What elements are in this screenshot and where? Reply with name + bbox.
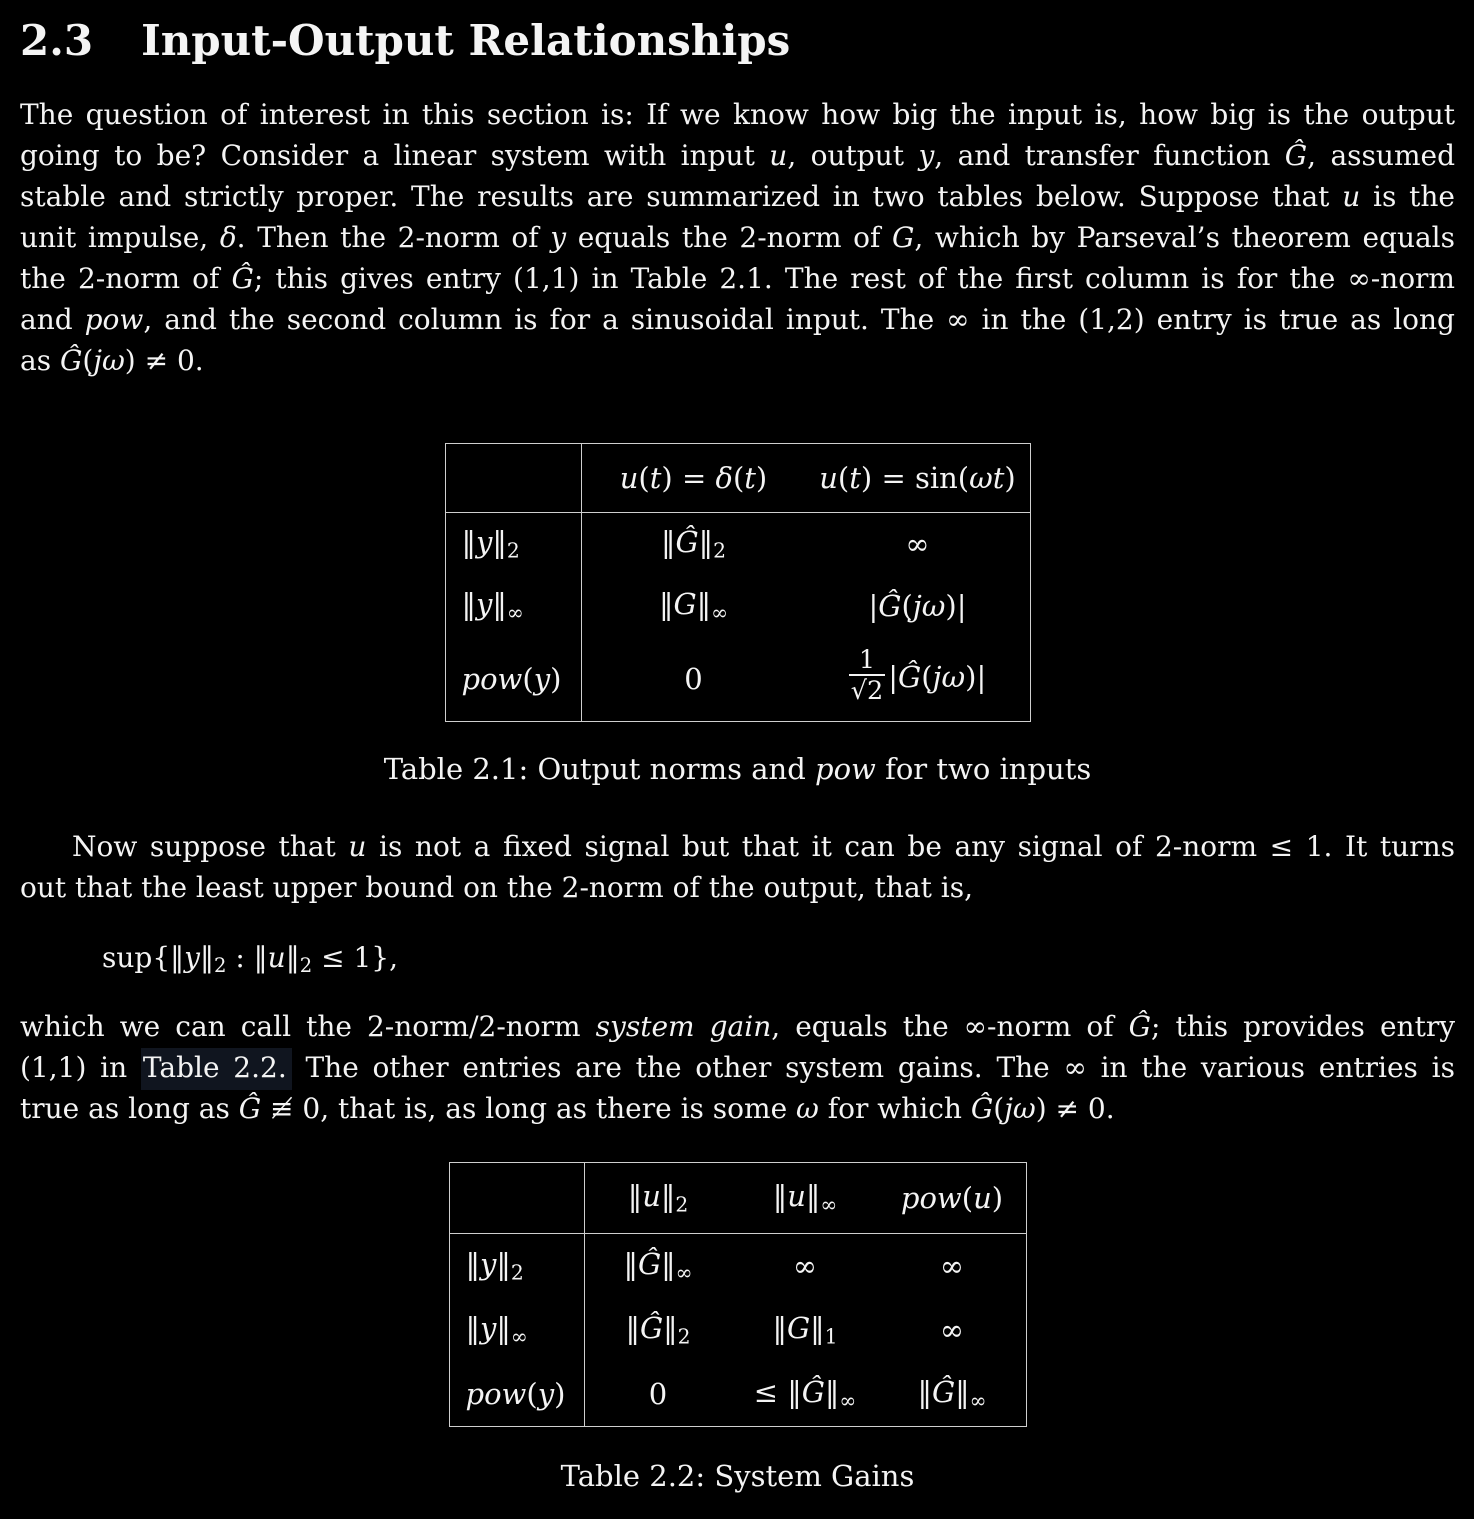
text-run: G [892,221,915,254]
text-run: y [918,139,935,172]
table-cell [806,637,1031,722]
text-run: δ [715,461,733,495]
row-label [449,1234,584,1299]
text-run: G [673,587,697,622]
text-run: ‖ [496,1247,511,1282]
text-run: Ĝ [637,1247,662,1282]
text-run: (1,1) in [20,1051,141,1084]
text-run: u [1342,180,1361,213]
table-cell [732,1298,879,1362]
text-run: ‖ [810,1311,825,1346]
text-run: ‖ [772,1311,787,1346]
table-cell [806,575,1031,637]
table-row [445,637,1030,722]
table-cell [732,1362,879,1427]
text-run: and [20,303,85,336]
text-run: ‖ [623,1247,638,1282]
text-run: ‖ [625,1311,640,1346]
section-heading [20,14,1455,68]
text-line [20,340,1455,381]
table-row [449,1234,1026,1299]
text-run: ‖ [698,525,714,560]
text-run: u [267,941,286,974]
paragraph-intro [20,94,1455,381]
table-cell [879,1362,1027,1427]
text-line [20,135,1455,176]
text-run: Ĝ [675,525,699,560]
paragraph-system-gain [20,1006,1455,1129]
text-run: ∞ [675,1260,693,1285]
table-header-row [449,1163,1026,1234]
text-run: y [537,1377,555,1411]
text-run: ) [550,662,562,696]
text-run: ∞ [711,600,729,625]
text-run: ‖ [461,525,476,560]
column-header-sinusoid [806,444,1031,513]
text-run: 2 [677,1324,691,1349]
text-run: ) ≠ 0. [124,344,204,377]
text-run: Ĝ [231,262,254,295]
text-run: , and the second column is for a sinusoidal input. The ∞ in the (1,2) entry is true as long [143,303,1455,336]
text-run: for which [818,1092,971,1125]
text-run: | [868,589,879,623]
text-run: stable and strictly proper. The results are summarized in two tables below. Suppose that [20,180,1343,213]
text-run: u [348,830,367,863]
text-run: jω [932,660,966,694]
fraction-numerator: 1 [858,644,876,675]
text-run: jω [912,589,946,623]
text-run: ∞ [792,1249,818,1283]
column-header-u2 [584,1163,732,1234]
table-row [449,1362,1026,1427]
text-run: ω [796,1092,819,1125]
text-run: 2 [213,954,227,978]
fraction-one-over-sqrt2 [849,644,886,706]
text-run: which we can call the 2-norm/2-norm [20,1010,596,1043]
text-run: )| [965,660,987,694]
text-run: ‖ [253,941,268,974]
text-run: ( [837,461,850,495]
radical-sign: √ [850,676,867,706]
table-cell [806,513,1031,576]
text-run: y [550,221,567,254]
text-run: ‖ [496,1311,511,1346]
text-run: pow [900,1181,962,1215]
text-run: equals the 2-norm of [566,221,893,254]
table-row [449,1298,1026,1362]
text-run: ‖ [465,1247,480,1282]
text-run: ≢ 0, that is, as long as there is some [261,1092,797,1125]
row-label [449,1362,584,1427]
system-gains-table [449,1162,1027,1427]
text-run: u [787,1179,806,1214]
text-run: 2 [675,1192,689,1217]
text-run: ‖ [917,1375,932,1410]
text-run: 2 [299,954,313,978]
text-run: y [184,941,200,974]
text-run: ‖ [661,1247,676,1282]
text-run: Table 2.1: Output norms and [383,752,816,786]
text-run: ( [82,344,94,377]
text-run: Ĝ [238,1092,262,1125]
table-header-row [445,444,1030,513]
output-norms-table [445,443,1031,722]
text-run: u [619,461,639,495]
text-run: ∞ [939,1249,965,1283]
text-run: ( [961,1181,974,1215]
column-header-impulse [581,444,806,513]
text-run: ) [554,1377,566,1411]
empty-corner-cell [445,444,581,513]
text-run: Now suppose that [72,830,349,863]
text-run: Ĝ [970,1092,994,1125]
table-cell [584,1298,732,1362]
text-run: ‖ [955,1375,970,1410]
text-run: y [480,1247,497,1282]
text-run: 2 [506,538,520,563]
text-run: is not a fixed signal but that it can be any signal of 2-norm ≤ 1. It turns [366,830,1455,863]
text-run: , which by Parseval’s theorem equals [914,221,1455,254]
table-row [445,575,1030,637]
text-run: u [769,139,788,172]
text-run: ‖ [660,1179,676,1214]
table-2-2-caption [20,1459,1455,1493]
text-run: ( [901,589,913,623]
text-run: , assumed [1307,139,1455,172]
text-line [20,1047,1455,1088]
text-run: Ĝ [878,589,902,623]
text-run: ≤ 1}, [312,941,398,974]
text-run: ‖ [787,1375,802,1410]
text-run: t [744,461,756,495]
text-line [20,258,1455,299]
text-run: ) = sin( [860,461,970,495]
text-line [20,1088,1455,1129]
text-run: , and transfer function [934,139,1285,172]
text-run: unit impulse, [20,221,220,254]
text-run: ( [522,662,534,696]
display-equation-sup [20,936,1455,980]
text-run: ∞ [506,600,524,625]
text-line [20,176,1455,217]
text-run: pow [84,303,144,336]
text-run: ∞ [969,1388,987,1413]
table-row [445,513,1030,576]
table-cell [581,575,806,637]
text-run: ) [991,1181,1004,1215]
text-run: ‖ [492,525,507,560]
text-run: u [819,461,838,495]
text-run: ‖ [658,587,674,622]
text-run: for two inputs [875,752,1092,786]
text-run: | [888,660,899,694]
text-run: ; this provides entry [1150,1010,1456,1043]
text-run: ‖ [461,587,476,622]
text-line [20,217,1455,258]
text-run: 1 [824,1324,838,1349]
text-run: going to be? Consider a linear system with input [20,139,770,172]
text-run: Ĝ [1284,139,1308,172]
text-run: u [642,1179,661,1214]
text-run: Ĝ [59,344,83,377]
text-run: Ĝ [639,1311,664,1346]
text-run: Ĝ [931,1375,956,1410]
text-line [20,826,1455,867]
text-line [20,867,1455,908]
text-run: y [480,1311,497,1346]
table-cell [584,1234,732,1299]
text-run: out that the least upper bound on the 2-norm of the output, that is, [20,871,974,904]
text-run: The question of interest in this section is: If we know how big the input is, how big is the output [20,98,1455,131]
table-2-2-wrapper [20,1162,1455,1427]
text-run: ( [993,1092,1005,1125]
text-run: ∞ [820,1192,838,1217]
text-run: ) ≠ 0. [1035,1092,1115,1125]
text-run: )| [945,589,967,623]
fraction-coefficient [888,660,986,694]
fraction-denominator [849,674,886,705]
text-line [20,299,1455,340]
empty-corner-cell [449,1163,584,1234]
text-run: ( [526,1377,538,1411]
text-run: jω [1004,1092,1036,1125]
text-run: : [226,941,254,974]
table-cell [879,1234,1027,1299]
text-run: ‖ [199,941,214,974]
text-run: ‖ [663,1311,678,1346]
text-run: The other entries are the other system gains. The ∞ in the various entries is [291,1051,1456,1084]
text-run: Table 2.2: System Gains [560,1459,915,1493]
text-run: ∞ [939,1313,965,1347]
text-run: ) = [661,461,716,495]
text-run: 2 [510,1260,524,1285]
radicand: 2 [867,676,884,706]
table-2-1-caption [20,752,1455,786]
text-run: δ [219,221,237,254]
text-run: , output [787,139,919,172]
table-2-1-wrapper [20,443,1455,722]
text-run: Ĝ [898,660,922,694]
text-run: ‖ [492,587,507,622]
row-label [445,575,581,637]
text-run: ‖ [627,1179,643,1214]
text-run: ∞ [839,1388,857,1413]
column-header-powu [879,1163,1027,1234]
table-cell [732,1234,879,1299]
text-run: ‖ [805,1179,821,1214]
text-line [20,94,1455,135]
text-run: ) [755,461,768,495]
text-run: u [973,1181,992,1215]
text-run: y [533,662,551,696]
table-2-2-reference-link[interactable]: Table 2.2. [141,1048,292,1090]
paragraph-now-suppose [20,826,1455,908]
text-run: ∞ [905,527,930,561]
table-cell [584,1362,732,1427]
text-run: as [20,344,60,377]
text-run: , equals the ∞-norm of [771,1010,1129,1043]
text-run: ( [732,461,745,495]
table-cell [581,637,806,722]
text-run: Ĝ [801,1375,825,1410]
text-run: ‖ [660,525,676,560]
text-run: ‖ [772,1179,788,1214]
text-run: . Then the 2-norm of [236,221,551,254]
text-run: ) [1004,461,1016,495]
text-run: 0 [684,662,703,696]
text-run: system gain [595,1010,772,1043]
row-label [445,513,581,576]
text-run: jω [93,344,125,377]
text-line [20,1006,1455,1047]
text-run: y [476,587,493,622]
text-run: pow [815,752,876,786]
text-run: the 2-norm of [20,262,232,295]
text-run: sup{ [102,941,171,974]
text-run: ‖ [824,1375,840,1410]
text-run: Ĝ [1128,1010,1151,1043]
text-run: true as long as [20,1092,239,1125]
table-cell [879,1298,1027,1362]
row-label [445,637,581,722]
text-run: ≤ [753,1375,788,1410]
text-run: ; this gives entry (1,1) in Table 2.1. The rest of the first column is for the ∞-norm [253,262,1455,295]
column-header-uinf [732,1163,879,1234]
text-run: ‖ [285,941,300,974]
text-run: 0 [648,1377,668,1411]
text-run: y [476,525,493,560]
text-run: ∞ [510,1324,528,1349]
section-number: 2.3 [20,16,94,65]
text-run: is the [1360,180,1455,213]
text-run: pow [461,662,523,696]
text-run: ( [921,660,933,694]
text-run: t [649,461,662,495]
text-run: ( [638,461,650,495]
row-label [449,1298,584,1362]
text-run: 2 [713,538,727,563]
table-cell [581,513,806,576]
text-run: pow [465,1377,527,1411]
text-run: G [786,1311,811,1346]
text-run: t [849,461,861,495]
section-title: Input-Output Relationships [141,16,791,65]
text-run: ‖ [465,1311,480,1346]
text-run: ‖ [170,941,185,974]
text-run: ‖ [696,587,712,622]
text-run: ωt [969,461,1005,495]
